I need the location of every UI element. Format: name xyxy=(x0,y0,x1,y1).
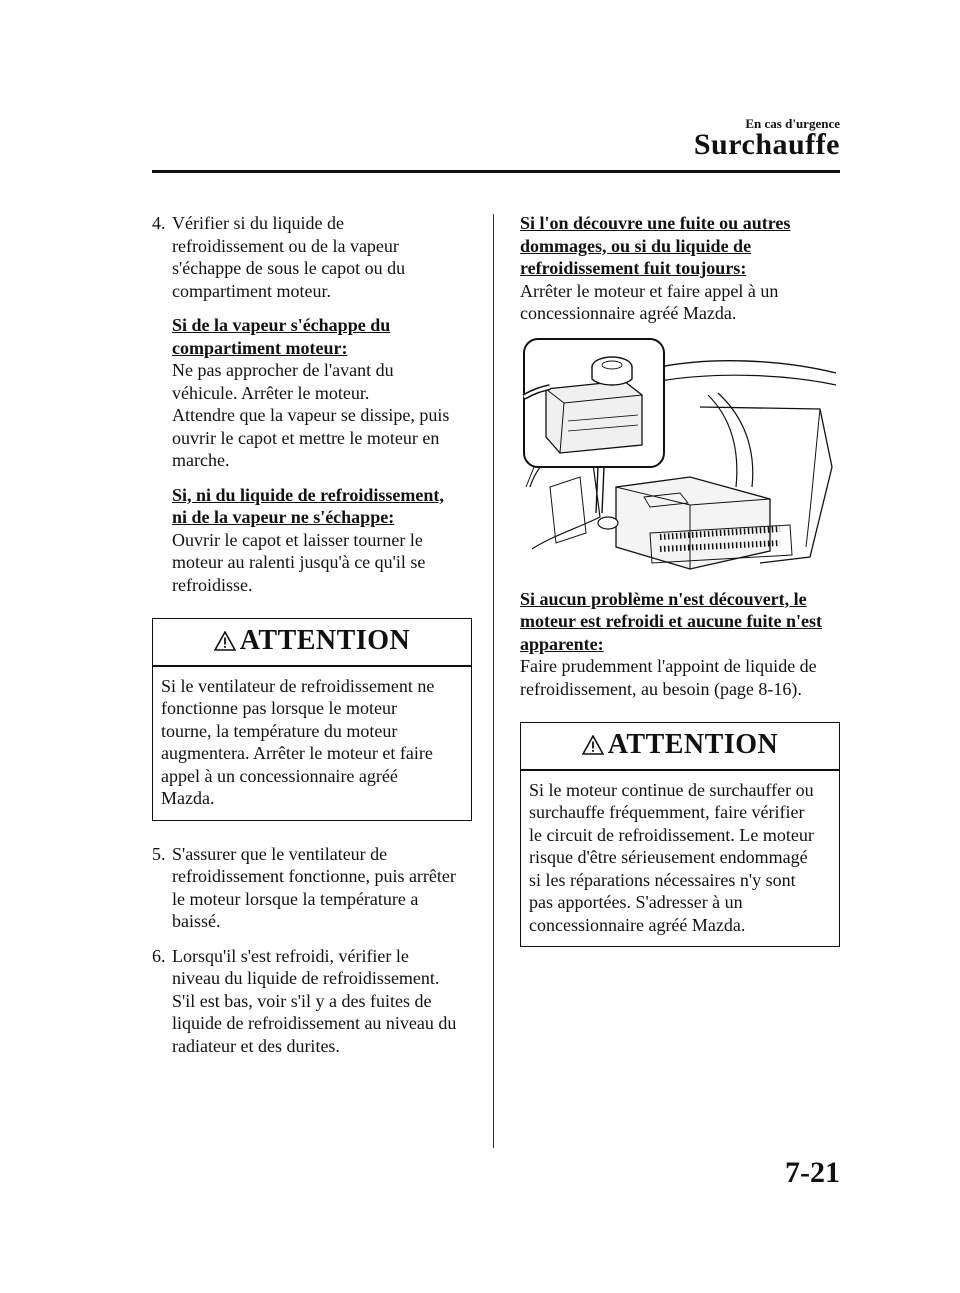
step-4-line: Vérifier si du liquide de xyxy=(172,213,344,233)
vapeur-line: Attendre que la vapeur se dissipe, puis xyxy=(172,405,450,425)
step-5-line: refroidissement fonctionne, puis arrêter xyxy=(172,866,456,886)
step-6-line: niveau du liquide de refroidissement. xyxy=(172,968,440,988)
ni-heading: ni de la vapeur ne s'échappe: xyxy=(172,507,395,527)
attention-line: si les réparations nécessaires n'y sont xyxy=(529,869,796,890)
attention-title: ATTENTION xyxy=(607,729,779,760)
step-6-line: S'il est bas, voir s'il y a des fuites de xyxy=(172,990,432,1011)
step-4-number: 4. xyxy=(152,213,166,233)
aucun-line: refroidissement, au besoin (page 8-16). xyxy=(520,678,802,699)
attention-title: ATTENTION xyxy=(239,625,411,656)
header-section: En cas d'urgence xyxy=(745,116,840,131)
fuite-heading: refroidissement fuit toujours: xyxy=(520,258,747,278)
vapeur-line: Ne pas approcher de l'avant du xyxy=(172,360,394,380)
step-5-line: le moteur lorsque la température a xyxy=(172,888,419,909)
aucun-heading: moteur est refroidi et aucune fuite n'est xyxy=(520,611,822,631)
attention-box-right xyxy=(520,722,840,947)
step-5 xyxy=(152,843,472,933)
attention-line: concessionnaire agréé Mazda. xyxy=(529,914,746,935)
fuite-heading: dommages, ou si du liquide de xyxy=(520,235,752,256)
attention-line: Si le ventilateur de refroidissement ne xyxy=(161,675,435,696)
step-5-line: S'assurer que le ventilateur de xyxy=(172,843,388,864)
vapeur-line: ouvrir le capot et mettre le moteur en xyxy=(172,427,440,448)
attention-box-left xyxy=(152,618,472,821)
vapeur-heading: Si de la vapeur s'échappe du xyxy=(172,315,391,335)
ni-heading: Si, ni du liquide de refroidissement, xyxy=(172,484,444,505)
vapeur-heading: compartiment moteur: xyxy=(172,337,348,358)
step-6-line: Lorsqu'il s'est refroidi, vérifier le xyxy=(172,945,409,966)
vapeur-line: marche. xyxy=(172,450,230,470)
step-6 xyxy=(152,945,472,1058)
step-5-number: 5. xyxy=(152,843,166,864)
page-title: Surchauffe xyxy=(693,128,840,161)
ni-section xyxy=(152,484,472,597)
step-6-line: radiateur et des durites. xyxy=(172,1035,340,1056)
vapeur-section xyxy=(152,314,472,472)
fuite-line: concessionnaire agréé Mazda. xyxy=(520,303,737,323)
page-number: 7-21 xyxy=(785,1156,840,1189)
ni-line: Ouvrir le capot et laisser tourner le xyxy=(172,529,423,550)
attention-line: augmentera. Arrêter le moteur et faire xyxy=(161,743,433,763)
step-6-number: 6. xyxy=(152,945,166,966)
fuite-line: Arrêter le moteur et faire appel à un xyxy=(520,280,779,301)
attention-line: surchauffe fréquemment, faire vérifier xyxy=(529,802,805,822)
vapeur-line: véhicule. Arrêter le moteur. xyxy=(172,382,370,403)
step-4 xyxy=(152,212,472,302)
engine-compartment-illustration xyxy=(520,337,840,577)
header-rule xyxy=(152,170,840,173)
ni-line: moteur au ralenti jusqu'à ce qu'il se xyxy=(172,552,426,572)
aucun-heading: Si aucun problème n'est découvert, le xyxy=(520,588,807,609)
attention-line: tourne, la température du moteur xyxy=(161,720,398,741)
attention-line: appel à un concessionnaire agréé xyxy=(161,765,398,786)
attention-line: Mazda. xyxy=(161,788,215,808)
warning-icon xyxy=(582,735,604,755)
attention-line: Si le moteur continue de surchauffer ou xyxy=(529,779,814,800)
attention-line: pas apportées. S'adresser à un xyxy=(529,892,743,912)
step-4-line: refroidissement ou de la vapeur xyxy=(172,235,399,256)
step-6-line: liquide de refroidissement au niveau du xyxy=(172,1013,457,1033)
step-4-line: compartiment moteur. xyxy=(172,280,331,301)
warning-icon xyxy=(214,631,236,651)
right-column xyxy=(520,212,840,947)
column-divider xyxy=(493,214,494,1148)
attention-line: le circuit de refroidissement. Le moteur xyxy=(529,824,814,845)
fuite-section xyxy=(520,212,840,325)
step-4-line: s'échappe de sous le capot ou du xyxy=(172,258,406,278)
left-column xyxy=(152,212,472,1057)
attention-line: fonctionne pas lorsque le moteur xyxy=(161,698,397,718)
ni-line: refroidisse. xyxy=(172,574,253,595)
aucun-section xyxy=(520,588,840,701)
attention-line: risque d'être sérieusement endommagé xyxy=(529,847,808,867)
step-5-line: baissé. xyxy=(172,911,221,931)
aucun-line: Faire prudemment l'appoint de liquide de xyxy=(520,656,817,676)
fuite-heading: Si l'on découvre une fuite ou autres xyxy=(520,213,791,233)
aucun-heading: apparente: xyxy=(520,633,604,654)
